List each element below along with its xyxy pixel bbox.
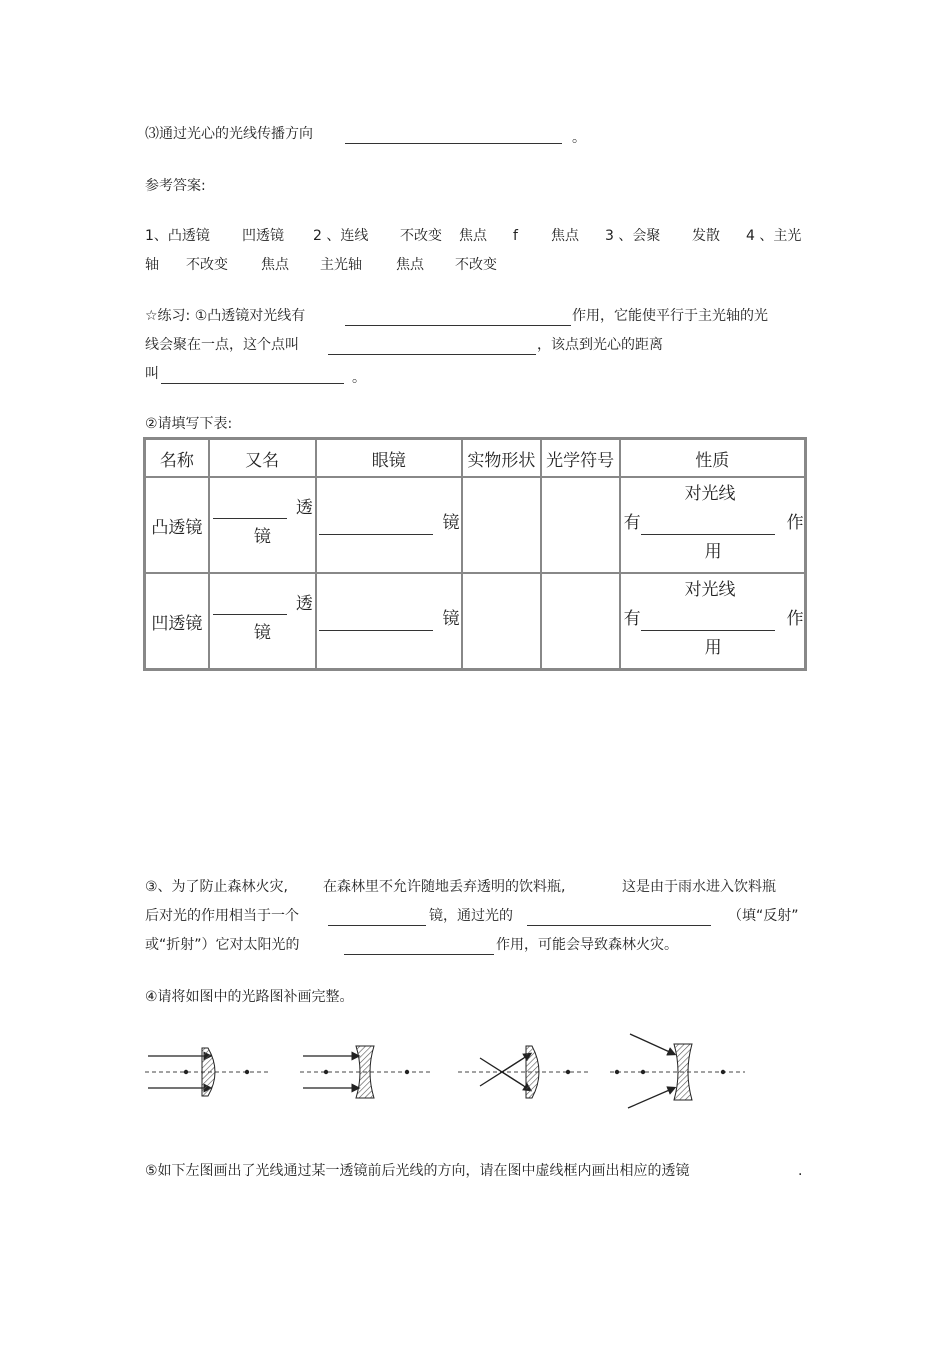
forest-blank-3[interactable] — [344, 954, 494, 955]
answer-item: 1、凸透镜 — [145, 228, 210, 244]
focus-point — [721, 1070, 725, 1074]
shape-cell[interactable] — [462, 477, 541, 573]
property-blank[interactable] — [641, 534, 775, 535]
practice-line3-a: 叫 — [145, 366, 159, 382]
alias-suffix: 透 — [295, 594, 313, 614]
forest-line1-a: ③、为了防止森林火灾, — [145, 879, 289, 895]
lens-table — [143, 437, 807, 671]
glasses-suffix: 镜 — [442, 513, 460, 533]
q3-answer-blank[interactable] — [345, 143, 562, 144]
practice-line1-b: 作用，它能使平行于主光轴的光 — [572, 308, 768, 324]
q3-end: 。 — [572, 130, 586, 146]
concave-diagram-4[interactable] — [610, 1034, 745, 1108]
concave-diagram-2[interactable] — [300, 1046, 430, 1098]
lens-box-question-end: . — [798, 1163, 803, 1179]
alias-tail: 镜 — [253, 527, 271, 547]
symbol-cell[interactable] — [541, 477, 620, 573]
convex-lens-icon — [202, 1048, 215, 1096]
focus-point — [641, 1070, 645, 1074]
alias-blank[interactable] — [213, 614, 287, 615]
glasses-blank[interactable] — [319, 534, 433, 535]
header-cell: 光学符号 — [541, 439, 620, 477]
focus-point — [324, 1070, 328, 1074]
ray-diagrams[interactable] — [140, 1028, 760, 1116]
prop-right: 作 — [786, 609, 804, 629]
focus-point — [184, 1070, 188, 1074]
alias-cell[interactable] — [209, 573, 316, 669]
property-blank[interactable] — [641, 630, 775, 631]
name-cell: 凸透镜 — [145, 477, 209, 573]
glasses-cell[interactable] — [316, 477, 463, 573]
lens-box-question: ⑤如下左图画出了光线通过某一透镜前后光线的方向，请在图中虚线框内画出相应的透镜 — [145, 1163, 690, 1179]
answer-item: 焦点 — [551, 228, 579, 244]
answer-item: f — [513, 228, 518, 244]
practice-blank-1[interactable] — [345, 325, 571, 326]
property-cell[interactable] — [620, 573, 805, 669]
prop-top: 对光线 — [684, 484, 736, 504]
answer-item: 焦点 — [459, 228, 487, 244]
answer-item: 不改变 — [455, 257, 497, 273]
practice-line3-b: 。 — [352, 370, 366, 386]
table-row — [145, 573, 805, 669]
forest-line3-a: 或“折射”）它对太阳光的 — [145, 937, 300, 953]
alias-cell[interactable] — [209, 477, 316, 573]
table-header-row — [145, 439, 805, 477]
forest-blank-1[interactable] — [328, 925, 426, 926]
forest-line2-c: （填“反射” — [728, 908, 799, 924]
answer-item: 发散 — [692, 228, 720, 244]
header-cell: 又名 — [209, 439, 316, 477]
forest-line2-b: 镜，通过光的 — [429, 908, 513, 924]
forest-line2-a: 后对光的作用相当于一个 — [145, 908, 299, 924]
symbol-cell[interactable] — [541, 573, 620, 669]
focus-point — [566, 1070, 570, 1074]
practice-line2-b: ，该点到光心的距离 — [537, 337, 663, 353]
forest-line1-c: 这是由于雨水进入饮料瓶 — [622, 879, 776, 895]
focus-point — [615, 1070, 619, 1074]
answer-item: 3 、会聚 — [605, 228, 661, 244]
answer-item: 焦点 — [396, 257, 424, 273]
answer-item: 不改变 — [186, 257, 228, 273]
q3-prefix: ⑶通过光心的光线传播方向 — [145, 126, 313, 142]
answer-item: 不改变 — [400, 228, 442, 244]
table-row — [145, 477, 805, 573]
prop-right: 作 — [786, 513, 804, 533]
focus-point — [405, 1070, 409, 1074]
glasses-cell[interactable] — [316, 573, 463, 669]
focus-point — [245, 1070, 249, 1074]
convex-diagram-1[interactable] — [145, 1048, 270, 1096]
header-cell: 眼镜 — [316, 439, 463, 477]
convex-diagram-3[interactable] — [458, 1046, 590, 1098]
convex-lens-icon — [526, 1046, 539, 1098]
prop-top: 对光线 — [684, 580, 736, 600]
answer-item: 2 、连线 — [313, 228, 369, 244]
glasses-suffix: 镜 — [442, 609, 460, 629]
answer-item: 4 、主光 — [746, 228, 802, 244]
prop-left: 有 — [623, 513, 641, 533]
practice-blank-2[interactable] — [328, 354, 536, 355]
name-cell: 凹透镜 — [145, 573, 209, 669]
table-intro: ②请填写下表: — [145, 416, 233, 432]
practice-line2-a: 线会聚在一点，这个点叫 — [145, 337, 299, 353]
alias-tail: 镜 — [253, 623, 271, 643]
practice-line1-a: ☆练习: ①凸透镜对光线有 — [145, 308, 306, 324]
practice-blank-3[interactable] — [161, 383, 344, 384]
header-cell: 实物形状 — [462, 439, 541, 477]
answer-item: 凹透镜 — [242, 228, 284, 244]
alias-blank[interactable] — [213, 518, 287, 519]
incident-ray — [630, 1034, 674, 1054]
answers-heading: 参考答案: — [145, 178, 206, 194]
property-cell[interactable] — [620, 477, 805, 573]
prop-bottom: 用 — [704, 638, 722, 658]
answer-item: 焦点 — [261, 257, 289, 273]
forest-blank-2[interactable] — [527, 925, 711, 926]
answer-item: 轴 — [145, 257, 159, 273]
prop-left: 有 — [623, 609, 641, 629]
draw-question: ④请将如图中的光路图补画完整。 — [145, 989, 354, 1005]
prop-bottom: 用 — [704, 542, 722, 562]
header-cell: 性质 — [620, 439, 805, 477]
shape-cell[interactable] — [462, 573, 541, 669]
forest-line1-b: 在森林里不允许随地丢弃透明的饮料瓶, — [323, 879, 566, 895]
forest-line3-b: 作用，可能会导致森林火灾。 — [496, 937, 678, 953]
incident-ray — [628, 1088, 674, 1108]
glasses-blank[interactable] — [319, 630, 433, 631]
answer-item: 主光轴 — [320, 257, 362, 273]
alias-suffix: 透 — [295, 498, 313, 518]
header-cell: 名称 — [145, 439, 209, 477]
